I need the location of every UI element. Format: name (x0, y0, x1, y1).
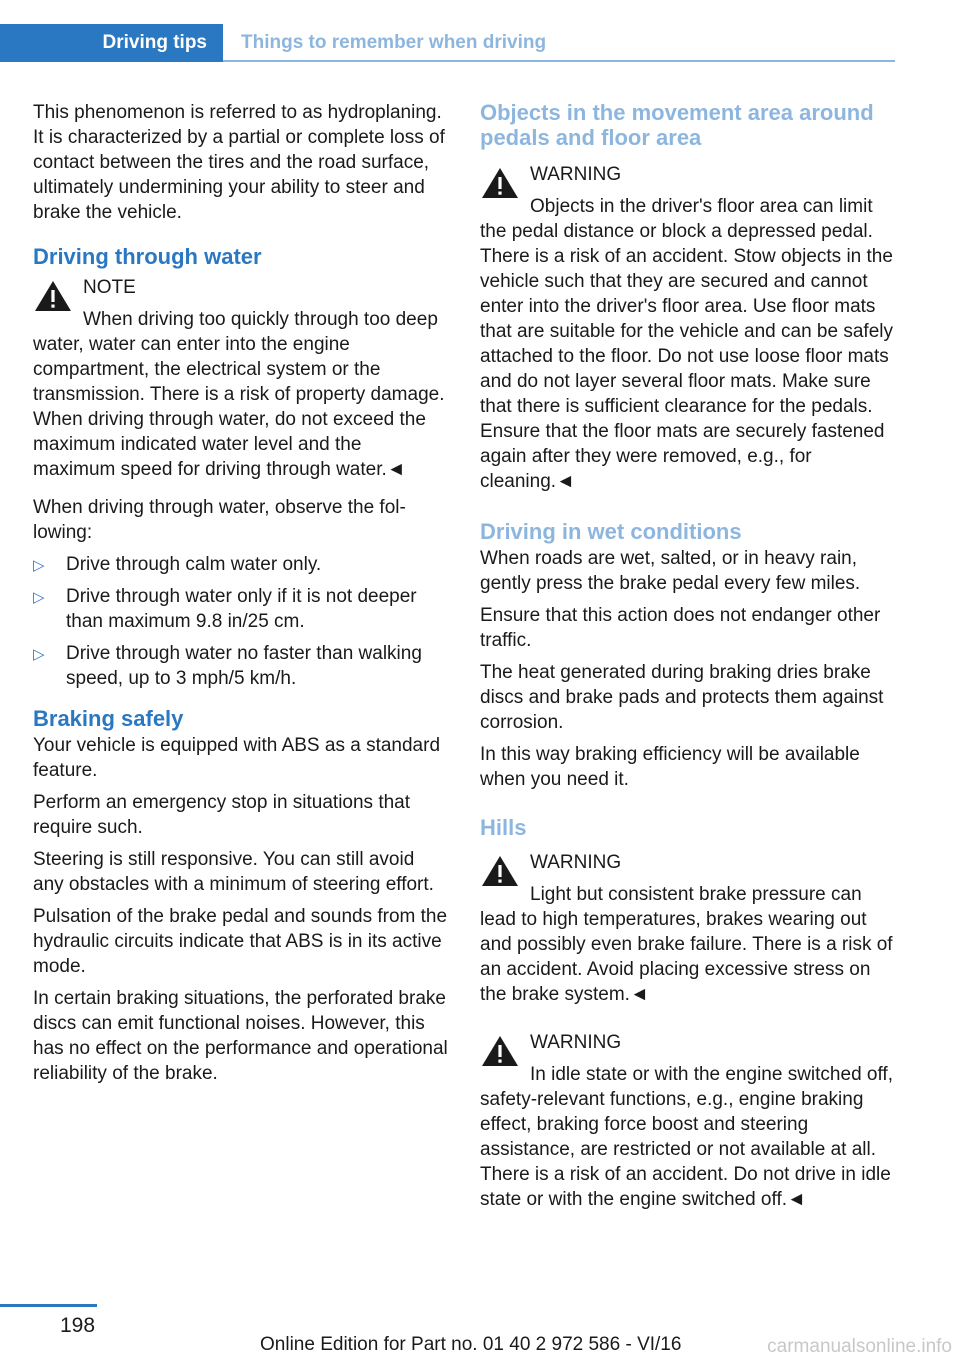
heading-wet-conditions: Driving in wet conditions (480, 519, 742, 544)
list-item: ▷ Drive through calm water only. (33, 552, 448, 577)
note-box (33, 275, 448, 482)
braking-paragraph: Pulsation of the brake pedal and sounds from the hydraulic circuits indicate that ABS is in its active mode. (33, 906, 448, 977)
wet-paragraph: In this way braking efficiency will be available when you need it. (480, 744, 860, 790)
warning-text: Light but consistent brake pressure can lead to high temperatures, brakes wearing out and possibly even brake failure. There is a risk of an accident. Avoid placing excessive stress on the brake system.◄ (480, 884, 893, 1005)
heading-braking-safely: Braking safely (33, 706, 184, 731)
warning-box-hills-2 (480, 1030, 895, 1212)
section-title[interactable]: Things to remember when driving (241, 32, 547, 53)
note-label: NOTE (83, 277, 136, 298)
wet-paragraph: When roads are wet, salted, or in heavy rain, gently press the brake pedal every few miles. (480, 548, 861, 594)
page-header (0, 24, 895, 62)
footer-rule (0, 1304, 97, 1307)
water-observe-paragraph: When driving through water, observe the following: (33, 497, 406, 543)
warning-box-objects (480, 162, 895, 494)
wet-paragraph: The heat generated during braking dries brake discs and brake pads and protects them against corrosion. (480, 662, 884, 733)
warning-triangle-icon (480, 1034, 520, 1068)
bullet-triangle-icon: ▷ (33, 589, 45, 606)
watermark: carmanualsonline.info (767, 1336, 952, 1357)
wet-paragraph: Ensure that this action does not endanger other traffic. (480, 605, 881, 651)
list-item: ▷ Drive through water only if it is not deeper than maximum 9.8 in/25 cm. (33, 586, 417, 632)
warning-text: In idle state or with the engine switched off, safety-relevant functions, e.g., engine braking effect, braking force boost and steering assistance, are restricted or not available at all. There is a risk of an accident. Do not drive in idle state or with the engine switched off.◄ (480, 1064, 893, 1210)
right-column (480, 100, 895, 1219)
warning-box-hills-1 (480, 850, 895, 1007)
header-rule (223, 60, 895, 62)
bullet-triangle-icon: ▷ (33, 557, 45, 574)
warning-label: WARNING (530, 164, 622, 185)
warning-label: WARNING (530, 1032, 622, 1053)
warning-label: WARNING (530, 852, 622, 873)
page-number: 198 (60, 1314, 96, 1337)
warning-text: Objects in the driver's floor area can limit the pedal distance or block a depressed pedal. There is a risk of an accident. Stow objects in the vehicle such that they are secured and cannot enter into the driver's floor area. Use floor mats that are suitable for the vehicle and can be safely attached to the floor. Do not use loose floor mats and do not layer several floor mats. Make sure that there is sufficient clearance for the pedals. Ensure that the floor mats are securely fastened again after they were removed, e.g., for cleaning.◄ (480, 196, 893, 492)
heading-objects-floor-area: Objects in the movement area around pedals and floor area (480, 100, 874, 150)
bullet-triangle-icon: ▷ (33, 646, 45, 663)
warning-triangle-icon (33, 279, 73, 313)
list-item: ▷ Drive through water no faster than walking speed, up to 3 mph/5 km/h. (33, 643, 422, 689)
chapter-tab[interactable]: Driving tips (0, 24, 223, 62)
braking-paragraph: Your vehicle is equipped with ABS as a standard feature. (33, 735, 441, 781)
braking-paragraph: Perform an emergency stop in situations that require such. (33, 792, 411, 838)
braking-paragraph: In certain braking situations, the perforated brake discs can emit functional noises. However, this has no effect on the performance and operational reliability of the brake. (33, 988, 448, 1084)
braking-paragraph: Steering is still responsive. You can still avoid any obstacles with a minimum of steering effort. (33, 849, 434, 895)
warning-triangle-icon (480, 854, 520, 888)
heading-driving-through-water: Driving through water (33, 244, 262, 269)
intro-paragraph: This phenomenon is referred to as hydroplaning. It is characterized by a partial or complete loss of contact between the tires and the road surface, ultimately undermining your ability to steer and brake the vehicle. (33, 102, 445, 223)
left-column (33, 100, 448, 1093)
note-text: When driving too quickly through too deep water, water can enter into the engine compartment, the electrical system or the transmission. There is a risk of property damage. When driving through water, do not exceed the maximum indicated water level and the maximum speed for driving through water.◄ (33, 309, 445, 480)
edition-text: Online Edition for Part no. 01 40 2 972 586 - VI/16 (260, 1334, 682, 1355)
heading-hills: Hills (480, 815, 527, 840)
water-bullet-list (33, 552, 448, 691)
warning-triangle-icon (480, 166, 520, 200)
